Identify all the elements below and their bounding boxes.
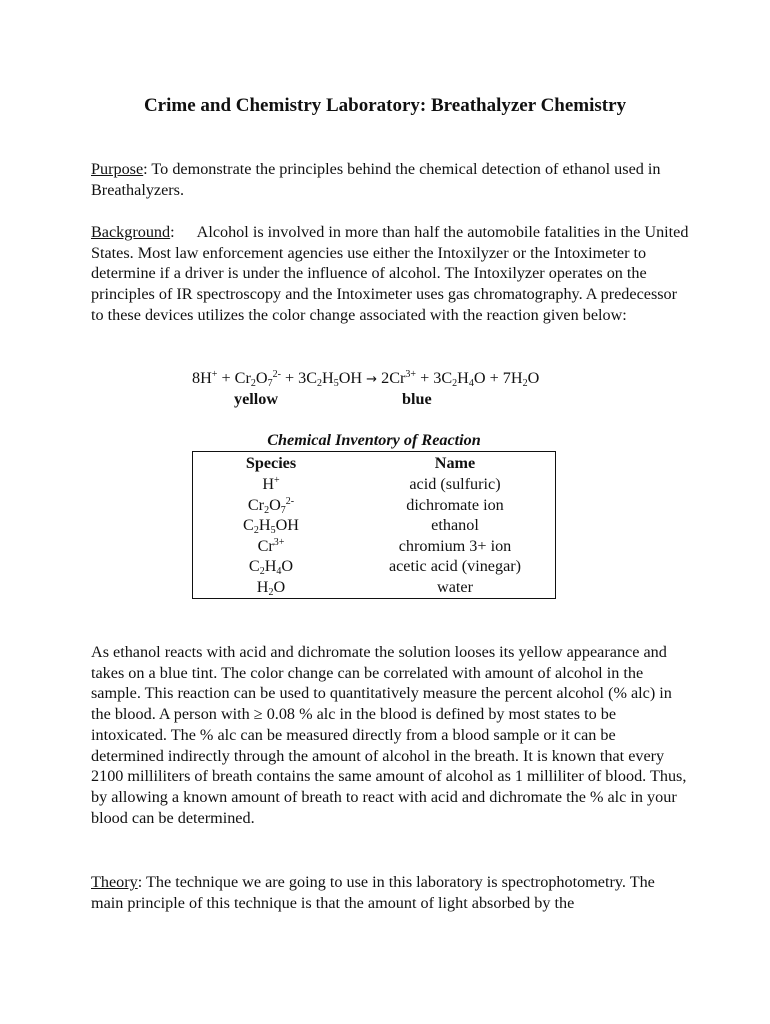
- species-cell: $C_2H_4O$: [248, 557, 294, 577]
- background-paragraph: [91, 222, 691, 326]
- table-row: [193, 515, 555, 536]
- purpose-label: Purpose: [91, 160, 144, 178]
- table-row: [193, 474, 555, 495]
- purpose-text: : To demonstrate the principles behind the chemical detection of ethanol used in Breathalyzers.: [91, 160, 661, 199]
- background-colon: :: [170, 223, 175, 241]
- theory-paragraph: [91, 872, 691, 913]
- background-text: Alcohol is involved in more than half the automobile fatalities in the United States. Most law enforcement agencies use either the Intoxilyzer or the Intoximeter to determine if a driver is under the influence of alcohol. The Intoxilyzer operates on the principles of IR spectroscopy and the Intoximeter uses gas chromatography. A predecessor to these devices utilizes the color change associated with the reaction given below:: [91, 223, 689, 324]
- background-label: Background: [91, 223, 171, 241]
- equation-label-yellow: yellow: [234, 390, 279, 408]
- species-cell: $Cr^{3+}$: [257, 536, 285, 555]
- table-header-row: [193, 453, 555, 474]
- species-cell: $Cr_2O_7^{2-}$: [247, 495, 295, 516]
- name-cell: chromium 3+ ion: [398, 536, 512, 555]
- inventory-title: Chemical Inventory of Reaction: [267, 431, 481, 449]
- ethanol-reaction-paragraph: As ethanol reacts with acid and dichromate the solution looses its yellow appearance and takes on a blue tint. The color change can be correlated with amount of alcohol in the sample. This reaction can be used to quantitatively measure the percent alcohol (% alc) in the blood. A person with ≥ 0.08 % alc in the blood is defined by most states to be intoxicated. The % alc can be measured directly from a blood sample or it can be determined indirectly through the amount of alcohol in the breath. It is known that every 2100 milliliters of breath contains the same amount of alcohol as 1 milliliter of blood. Thus, by allowing a known amount of breath to react with acid and dichromate the % alc in your blood can be determined.: [91, 643, 687, 827]
- species-cell: H+: [262, 475, 280, 493]
- equation-label-blue: blue: [402, 390, 432, 408]
- name-cell: acid (sulfuric): [409, 475, 501, 493]
- table-row: [193, 495, 555, 516]
- purpose-paragraph: [91, 159, 691, 200]
- name-cell: ethanol: [431, 516, 479, 534]
- table-row: [193, 536, 555, 557]
- theory-text: : The technique we are going to use in this laboratory is spectrophotometry. The main principle of this technique is that the amount of light absorbed by the: [91, 873, 655, 912]
- theory-label: Theory: [91, 873, 138, 891]
- name-header: Name: [434, 454, 476, 472]
- species-cell: $C_2H_5OH$: [243, 516, 299, 536]
- name-cell: acetic acid (vinegar): [388, 557, 522, 575]
- species-cell: $H_2O$: [256, 577, 286, 598]
- page-title: Crime and Chemistry Laboratory: Breathalyzer Chemistry: [143, 95, 627, 116]
- name-cell: water: [437, 577, 473, 596]
- table-row: [193, 556, 555, 577]
- inventory-table: [192, 451, 556, 599]
- species-header: Species: [245, 454, 297, 472]
- name-cell: dichromate ion: [406, 495, 504, 514]
- table-row: [193, 577, 555, 598]
- reaction-equation: $8H^+ + Cr_2O_7^{2-} + 3C_2H_5OH \to 2Cr^{3+} + 3C_2H_4O + 7H_2O$: [192, 369, 540, 389]
